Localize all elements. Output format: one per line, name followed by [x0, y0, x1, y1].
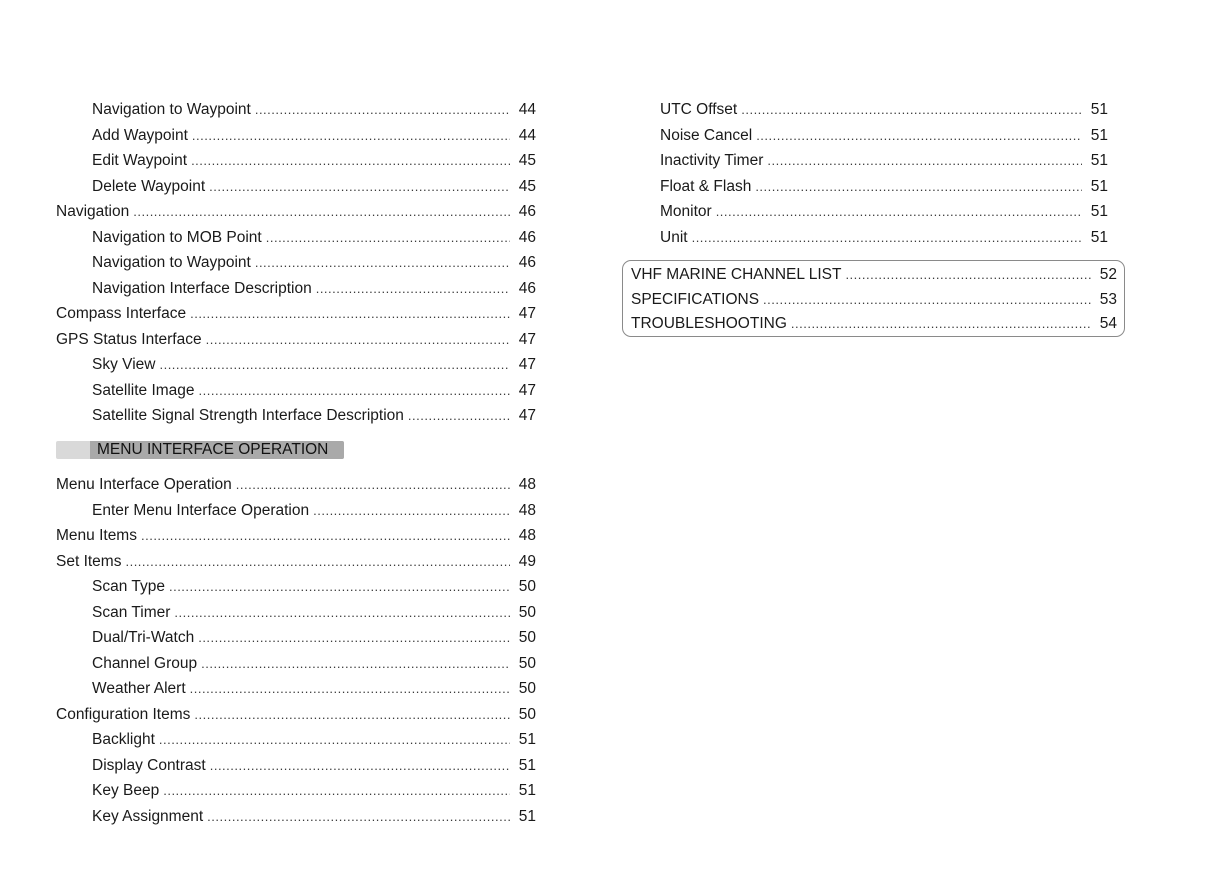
toc-list: [631, 263, 1117, 337]
toc-entry[interactable]: [56, 276, 536, 302]
toc-leader-dots: [255, 250, 510, 276]
toc-entry-label: TROUBLESHOOTING: [631, 315, 787, 332]
toc-entry[interactable]: [56, 327, 536, 353]
toc-entry-label: Enter Menu Interface Operation: [92, 501, 310, 519]
toc-entry-page-number: 48: [518, 476, 536, 493]
toc-entry-page-number: 50: [518, 578, 536, 595]
toc-entry-label: Key Assignment: [92, 807, 204, 825]
toc-entry-page-number: 47: [518, 305, 536, 322]
toc-entry[interactable]: [631, 263, 1117, 288]
toc-entry-label: UTC Offset: [660, 101, 738, 118]
toc-entry[interactable]: [56, 250, 536, 276]
toc-leader-dots: [191, 148, 510, 174]
toc-entry-page-number: 46: [518, 203, 536, 220]
toc-entry[interactable]: [56, 753, 536, 779]
toc-entry[interactable]: [56, 97, 536, 123]
toc-entry-page-number: 53: [1099, 290, 1117, 308]
toc-entry-label: Set Items: [56, 552, 122, 570]
toc-entry[interactable]: [56, 600, 536, 626]
toc-entry-page-number: 46: [518, 279, 536, 297]
toc-entry-page-number: 51: [518, 782, 536, 799]
toc-leader-dots: [190, 676, 510, 702]
toc-entry-label: Satellite Signal Strength Interface Description: [92, 407, 404, 424]
toc-leader-dots: [163, 778, 510, 804]
toc-leader-dots: [767, 148, 1082, 174]
toc-leader-dots: [141, 523, 510, 549]
toc-leader-dots: [716, 199, 1082, 225]
toc-entry-page-number: 46: [518, 228, 536, 246]
toc-entry[interactable]: [623, 123, 1108, 149]
toc-leader-dots: [199, 378, 510, 404]
toc-entry-label: Menu Interface Operation: [56, 476, 232, 493]
toc-leader-dots: [159, 727, 510, 753]
toc-entry[interactable]: [56, 498, 536, 524]
toc-leader-dots: [169, 574, 510, 600]
toc-entry[interactable]: [56, 403, 536, 429]
toc-entry[interactable]: [56, 702, 536, 728]
toc-leader-dots: [741, 97, 1082, 123]
toc-entry-page-number: 44: [518, 126, 536, 144]
toc-entry-page-number: 51: [1090, 203, 1108, 220]
toc-entry-page-number: 51: [518, 731, 536, 748]
toc-entry[interactable]: [623, 225, 1108, 251]
toc-leader-dots: [207, 804, 510, 830]
toc-leader-dots: [201, 651, 510, 677]
toc-entry-label: Dual/Tri-Watch: [92, 629, 195, 646]
toc-leader-dots: [210, 753, 510, 779]
toc-entry-label: Menu Items: [56, 527, 137, 544]
toc-entry-page-number: 50: [518, 603, 536, 621]
toc-leader-dots: [192, 123, 510, 149]
toc-entry-label: Satellite Image: [92, 381, 195, 399]
toc-entry-page-number: 47: [518, 407, 536, 424]
toc-entry-label: Display Contrast: [92, 756, 206, 774]
toc-entry-label: Backlight: [92, 731, 155, 748]
toc-leader-dots: [133, 199, 510, 225]
toc-leader-dots: [316, 276, 510, 302]
toc-entry-page-number: 48: [518, 527, 536, 544]
toc-entry[interactable]: [56, 727, 536, 753]
toc-entry-label: Noise Cancel: [660, 126, 753, 144]
toc-leader-dots: [266, 225, 510, 251]
toc-left-column-bottom: [56, 472, 536, 829]
toc-entry-page-number: 51: [518, 807, 536, 825]
toc-leader-dots: [763, 288, 1091, 313]
toc-entry-page-number: 51: [1090, 152, 1108, 169]
toc-entry[interactable]: [623, 97, 1108, 123]
toc-entry-label: Key Beep: [92, 782, 160, 799]
toc-leader-dots: [255, 97, 510, 123]
toc-entry-page-number: 47: [518, 356, 536, 373]
toc-entry[interactable]: [623, 199, 1108, 225]
toc-entry-page-number: 50: [518, 680, 536, 697]
toc-entry-label: Scan Type: [92, 578, 165, 595]
toc-entry-label: VHF MARINE CHANNEL LIST: [631, 266, 842, 283]
toc-leader-dots: [845, 263, 1091, 288]
toc-entry[interactable]: [56, 123, 536, 149]
toc-entry-page-number: 47: [518, 330, 536, 348]
toc-entry-page-number: 48: [518, 501, 536, 519]
toc-entry-page-number: 50: [518, 705, 536, 723]
toc-leader-dots: [313, 498, 510, 524]
toc-entry-label: Float & Flash: [660, 177, 752, 195]
toc-entry[interactable]: [56, 676, 536, 702]
toc-entry-page-number: 47: [518, 381, 536, 399]
toc-entry-label: Monitor: [660, 203, 712, 220]
toc-leader-dots: [206, 327, 510, 353]
toc-entry[interactable]: [56, 625, 536, 651]
toc-leader-dots: [756, 123, 1082, 149]
toc-entry[interactable]: [623, 148, 1108, 174]
section-header: [56, 441, 344, 459]
toc-entry-page-number: 50: [518, 654, 536, 672]
toc-entry[interactable]: [56, 352, 536, 378]
toc-entry[interactable]: [56, 651, 536, 677]
toc-leader-dots: [174, 600, 510, 626]
toc-entry-label: Edit Waypoint: [92, 152, 188, 169]
toc-entry-page-number: 45: [518, 152, 536, 169]
toc-entry-page-number: 44: [518, 101, 536, 118]
toc-list: [623, 97, 1108, 250]
toc-entry[interactable]: [56, 523, 536, 549]
toc-entry[interactable]: [631, 288, 1117, 313]
toc-boxed-section: [622, 260, 1125, 337]
toc-leader-dots: [198, 625, 510, 651]
toc-entry-label: Unit: [660, 228, 688, 246]
toc-entry-label: Navigation: [56, 203, 130, 220]
toc-list: [56, 97, 536, 429]
toc-leader-dots: [408, 403, 510, 429]
toc-entry-label: SPECIFICATIONS: [631, 290, 760, 308]
toc-entry[interactable]: [56, 549, 536, 575]
toc-entry-label: Delete Waypoint: [92, 177, 206, 195]
toc-entry-label: Navigation to Waypoint: [92, 101, 251, 118]
toc-entry-label: Compass Interface: [56, 305, 187, 322]
toc-entry[interactable]: [623, 174, 1108, 200]
toc-entry[interactable]: [56, 225, 536, 251]
toc-entry-page-number: 51: [518, 756, 536, 774]
toc-entry[interactable]: [56, 574, 536, 600]
toc-entry-page-number: 51: [1090, 126, 1108, 144]
toc-entry-page-number: 51: [1090, 177, 1108, 195]
toc-entry-label: Configuration Items: [56, 705, 191, 723]
toc-list: [56, 472, 536, 829]
toc-entry-label: Add Waypoint: [92, 126, 188, 144]
toc-entry-label: Inactivity Timer: [660, 152, 764, 169]
toc-right-column: [623, 97, 1108, 250]
toc-entry[interactable]: [56, 378, 536, 404]
toc-entry-label: Navigation Interface Description: [92, 279, 312, 297]
toc-leader-dots: [755, 174, 1082, 200]
toc-leader-dots: [791, 312, 1091, 337]
toc-entry[interactable]: [56, 148, 536, 174]
toc-entry[interactable]: [56, 174, 536, 200]
toc-left-column-top: [56, 97, 536, 429]
toc-entry-page-number: 50: [518, 629, 536, 646]
toc-entry-page-number: 49: [518, 552, 536, 570]
toc-leader-dots: [194, 702, 510, 728]
toc-leader-dots: [159, 352, 510, 378]
section-header-title: MENU INTERFACE OPERATION: [97, 441, 329, 458]
toc-entry[interactable]: [631, 312, 1117, 337]
toc-entry-label: Channel Group: [92, 654, 198, 672]
toc-entry-page-number: 51: [1090, 101, 1108, 118]
toc-entry-label: Navigation to Waypoint: [92, 254, 251, 271]
toc-entry[interactable]: [56, 301, 536, 327]
toc-entry[interactable]: [56, 778, 536, 804]
toc-entry[interactable]: [56, 472, 536, 498]
toc-entry-label: Weather Alert: [92, 680, 186, 697]
toc-leader-dots: [692, 225, 1082, 251]
toc-entry-label: GPS Status Interface: [56, 330, 202, 348]
toc-entry-page-number: 52: [1099, 266, 1117, 283]
toc-entry-page-number: 46: [518, 254, 536, 271]
toc-entry-page-number: 51: [1090, 228, 1108, 246]
toc-entry[interactable]: [56, 804, 536, 830]
toc-leader-dots: [125, 549, 510, 575]
toc-entry-page-number: 45: [518, 177, 536, 195]
toc-entry-page-number: 54: [1099, 315, 1117, 332]
toc-leader-dots: [236, 472, 510, 498]
toc-entry-label: Sky View: [92, 356, 156, 373]
toc-entry-label: Navigation to MOB Point: [92, 228, 262, 246]
toc-leader-dots: [190, 301, 510, 327]
toc-entry-label: Scan Timer: [92, 603, 171, 621]
toc-entry[interactable]: [56, 199, 536, 225]
toc-leader-dots: [209, 174, 510, 200]
